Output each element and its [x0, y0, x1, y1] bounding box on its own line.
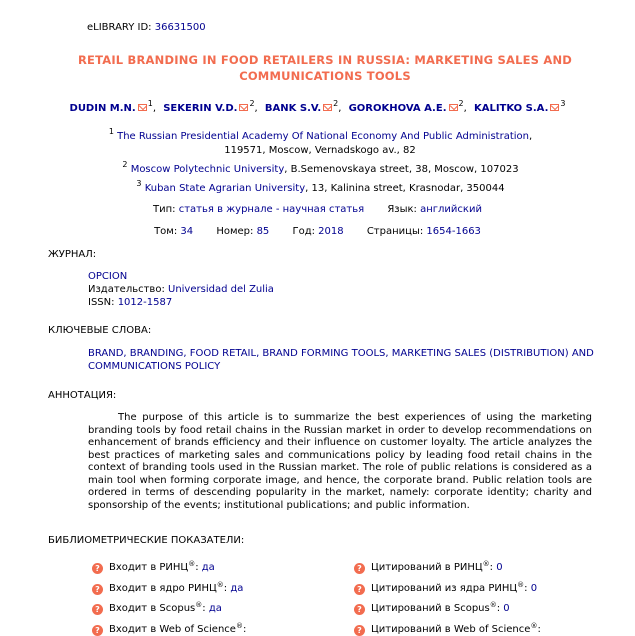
issn-label: ISSN:	[88, 297, 115, 308]
question-icon[interactable]: ?	[354, 563, 365, 574]
stat-value: 0	[496, 562, 503, 573]
mail-icon[interactable]	[323, 104, 332, 111]
stat-label: Цитирований в РИНЦ	[371, 562, 483, 573]
stat-value: да	[230, 583, 244, 594]
affiliation-ref: 2	[333, 99, 339, 108]
stat-wos: ? Входит в Web of Science®:	[92, 622, 246, 636]
registered-mark: ®	[235, 622, 243, 630]
author-sekerin: SEKERIN V.D. $^2$,	[163, 99, 258, 114]
meta-row-1	[0, 199, 635, 221]
year-value: 2018	[318, 226, 344, 237]
issue-link[interactable]: 85	[256, 226, 270, 237]
question-icon[interactable]: ?	[92, 563, 103, 574]
biblio-section-heading: БИБЛИОМЕТРИЧЕСКИЕ ПОКАЗАТЕЛИ:	[48, 535, 245, 546]
registered-mark: ®	[530, 622, 538, 630]
question-icon[interactable]: ?	[354, 584, 365, 595]
affiliation-address: , B.Semenovskaya street, 38, Moscow, 107023	[284, 164, 519, 175]
abstract-text: The purpose of this article is to summarize the best experiences of using the marketing branding tools by food retail chains in the Russian market in order to develop recommendations on enhancement of brands efficiency and their influence on customer loyalty. The article analyzes the best practices of marketing sales and communications policy by leading food retail chains in the context of branding tools used in the Russian market. The role of public relations is considered as a main tool when forming corporate image, and hence, the corporate brand. Public relation tools are ordered in terms of descending popularity in the market, namely: corporate identity; charity and sponsorship of the events; institutional publications; and public information.	[88, 412, 592, 511]
affiliation-3	[90, 177, 550, 196]
journal-section-heading: ЖУРНАЛ:	[48, 249, 97, 260]
keywords-list[interactable]: BRAND, BRANDING, FOOD RETAIL, BRAND FORMING TOOLS, MARKETING SALES (DISTRIBUTION) AND COMMUNICATIONS POLICY	[88, 348, 594, 372]
mail-icon[interactable]	[550, 104, 559, 111]
language-value: английский	[420, 204, 482, 215]
issue-label: Номер:	[216, 226, 254, 237]
stat-label: Цитирований из ядра РИНЦ	[371, 583, 518, 594]
registered-mark: ®	[482, 560, 490, 568]
mail-icon[interactable]	[138, 104, 147, 111]
article-title: RETAIL BRANDING IN FOOD RETAILERS IN RUSSIA: MARKETING SALES AND COMMUNICATIONS TOOLS	[77, 53, 573, 83]
stat-value: да	[208, 603, 222, 614]
stat-cit-scopus: ? Цитирований в Scopus®: 0	[354, 601, 510, 615]
author-list	[0, 99, 635, 114]
meta-row-2	[0, 221, 635, 243]
stat-cit-wos: ? Цитирований в Web of Science®:	[354, 622, 541, 636]
author-kalitko	[474, 99, 566, 114]
stat-label: Цитирований в Web of Science	[371, 624, 531, 635]
affiliation-address: , 13, Kalinina street, Krasnodar, 350044	[305, 183, 505, 194]
stat-label: Цитирований в Scopus	[371, 603, 490, 614]
affiliation-link[interactable]: Kuban State Agrarian University	[144, 183, 306, 194]
stat-label: Входит в Web of Science	[109, 624, 236, 635]
affiliation-2	[90, 158, 550, 177]
author-name-link[interactable]: GOROKHOVA A.E.	[348, 103, 447, 114]
elibrary-id-value: 36631500	[154, 22, 206, 33]
year-label: Год:	[292, 226, 315, 237]
affiliation-ref: 3	[560, 99, 566, 108]
registered-mark: ®	[195, 601, 203, 609]
elibrary-id-label: eLIBRARY ID:	[87, 22, 152, 33]
publisher-link[interactable]: Universidad del Zulia	[168, 284, 274, 295]
volume-label: Том:	[154, 226, 178, 237]
abstract-section-heading: АННОТАЦИЯ:	[48, 390, 117, 401]
registered-mark: ®	[216, 581, 224, 589]
stat-value: 0	[530, 583, 538, 594]
stat-cit-rinc: ? Цитирований в РИНЦ®: 0	[354, 560, 503, 574]
author-bank: BANK S.V. $^2$,	[264, 99, 342, 114]
elibrary-id	[87, 22, 206, 33]
affiliation-ref: 2	[249, 99, 255, 108]
type-value: статья в журнале - научная статья	[178, 204, 365, 215]
volume-link[interactable]: 34	[180, 226, 194, 237]
mail-icon[interactable]	[239, 104, 248, 111]
stat-scopus: ? Входит в Scopus®: да	[92, 601, 222, 615]
journal-info	[88, 270, 274, 309]
author-name-link[interactable]: BANK S.V.	[264, 103, 322, 114]
keywords-section-heading: КЛЮЧЕВЫЕ СЛОВА:	[48, 325, 152, 336]
author-gorokhova: GOROKHOVA A.E. $^2$,	[348, 99, 467, 114]
question-icon[interactable]: ?	[354, 604, 365, 615]
pages-value: 1654-1663	[426, 226, 481, 237]
stat-value: 0	[503, 603, 510, 614]
language-label: Язык:	[387, 204, 417, 215]
affiliation-ref: 1	[147, 99, 153, 108]
registered-mark: ®	[489, 601, 497, 609]
affiliation-number: 3	[136, 179, 142, 188]
pages-label: Страницы:	[366, 226, 424, 237]
affiliation-number: 1	[108, 127, 114, 136]
issn-value: 1012-1587	[117, 297, 173, 308]
journal-name-link[interactable]: OPCION	[88, 271, 128, 282]
affiliation-link[interactable]: The Russian Presidential Academy Of National Economy And Public Administration	[117, 131, 529, 142]
article-meta	[0, 199, 635, 243]
affiliation-ref: 2	[458, 99, 464, 108]
affiliation-link[interactable]: Moscow Polytechnic University	[130, 164, 285, 175]
stat-label: Входит в ядро РИНЦ	[109, 583, 217, 594]
author-name-link[interactable]: DUDIN M.N.	[69, 103, 136, 114]
stat-rinc: ? Входит в РИНЦ®: да	[92, 560, 215, 574]
question-icon[interactable]: ?	[92, 625, 103, 636]
affiliation-address: , 119571, Moscow, Vernadskogo av., 82	[224, 131, 533, 156]
stat-label: Входит в Scopus	[109, 603, 196, 614]
affiliation-1	[90, 125, 550, 158]
author-name-link[interactable]: KALITKO S.A.	[473, 103, 549, 114]
question-icon[interactable]: ?	[92, 604, 103, 615]
author-dudin: DUDIN M.N. $^1$,	[69, 99, 157, 114]
stat-rinc-core: ? Входит в ядро РИНЦ®: да	[92, 581, 243, 595]
affiliation-number: 2	[122, 160, 128, 169]
stat-label: Входит в РИНЦ	[109, 562, 189, 573]
registered-mark: ®	[188, 560, 196, 568]
mail-icon[interactable]	[449, 104, 458, 111]
question-icon[interactable]: ?	[92, 584, 103, 595]
publisher-label: Издательство:	[88, 284, 165, 295]
stat-value: да	[201, 562, 215, 573]
question-icon[interactable]: ?	[354, 625, 365, 636]
stat-cit-rinc-core: ? Цитирований из ядра РИНЦ®: 0	[354, 581, 537, 595]
author-name-link[interactable]: SEKERIN V.D.	[163, 103, 238, 114]
registered-mark: ®	[517, 581, 525, 589]
affiliations	[90, 125, 550, 196]
type-label: Тип:	[153, 204, 176, 215]
